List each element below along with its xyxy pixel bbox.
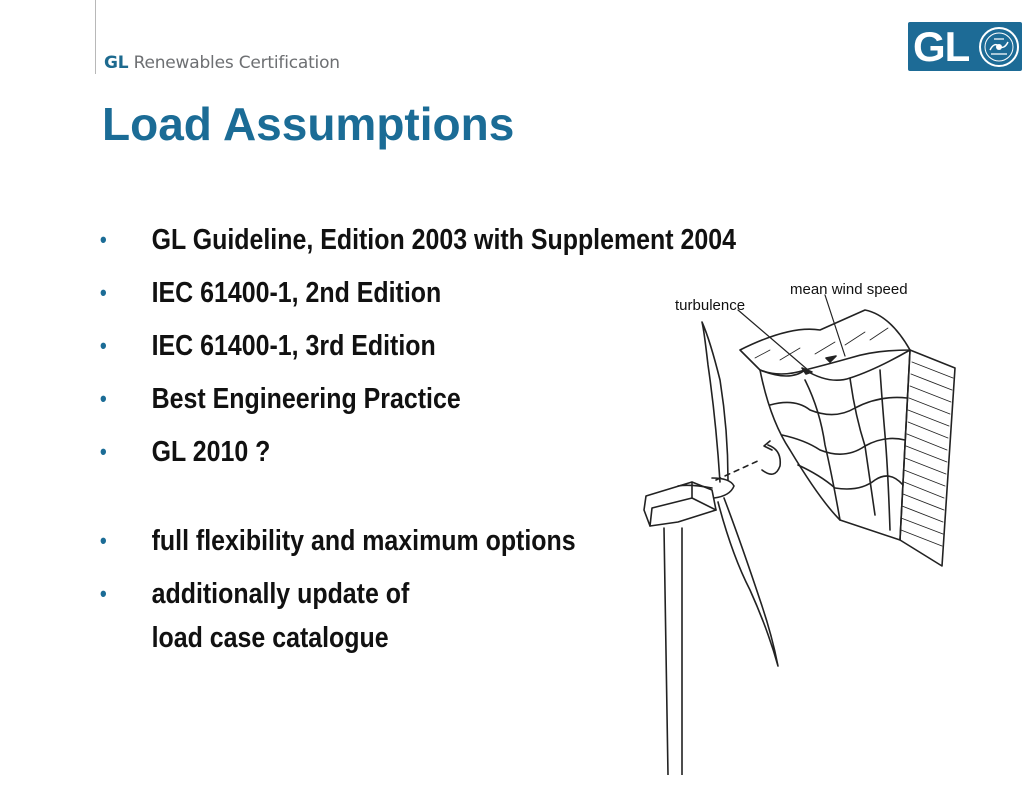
bullet-text: IEC 61400-1, 3rd Edition bbox=[151, 330, 436, 362]
turbulence-label: turbulence bbox=[675, 297, 746, 314]
slide-title: Load Assumptions bbox=[102, 98, 515, 150]
bullet-text: IEC 61400-1, 2nd Edition bbox=[151, 277, 442, 309]
bullet-text: GL 2010 ? bbox=[151, 436, 271, 468]
bullet-icon: • bbox=[100, 280, 107, 305]
logo-text: GL bbox=[913, 23, 970, 70]
gl-logo bbox=[908, 22, 1022, 71]
bullet-icon: • bbox=[100, 581, 107, 606]
bullet-icon: • bbox=[100, 333, 107, 358]
bullet-icon: • bbox=[100, 386, 107, 411]
bullet-icon: • bbox=[100, 227, 107, 252]
header-divider bbox=[95, 0, 96, 74]
bullet-text-line-1: additionally update of bbox=[151, 578, 410, 610]
bullet-text-line-2: load case catalogue bbox=[151, 622, 389, 654]
turbine-blade-down bbox=[718, 498, 778, 666]
turbine-tower bbox=[664, 528, 682, 775]
brand-abbr: GL bbox=[104, 53, 129, 73]
seal-icon bbox=[978, 26, 1020, 68]
brand-header bbox=[104, 53, 340, 73]
wind-turbine-illustration bbox=[620, 270, 980, 775]
turbine-hub bbox=[712, 478, 734, 498]
bullet-text: Best Engineering Practice bbox=[151, 383, 461, 415]
bullet-icon: • bbox=[100, 528, 107, 553]
turbine-blade-up bbox=[702, 322, 728, 482]
bullet-text: GL Guideline, Edition 2003 with Supplement 2004 bbox=[151, 224, 736, 256]
brand-name: Renewables Certification bbox=[133, 53, 340, 73]
bullet-text: full flexibility and maximum options bbox=[151, 525, 576, 557]
list-item bbox=[100, 218, 736, 271]
bullet-icon: • bbox=[100, 439, 107, 464]
mean-wind-speed-label: mean wind speed bbox=[790, 281, 908, 298]
wind-field-front bbox=[760, 350, 910, 540]
